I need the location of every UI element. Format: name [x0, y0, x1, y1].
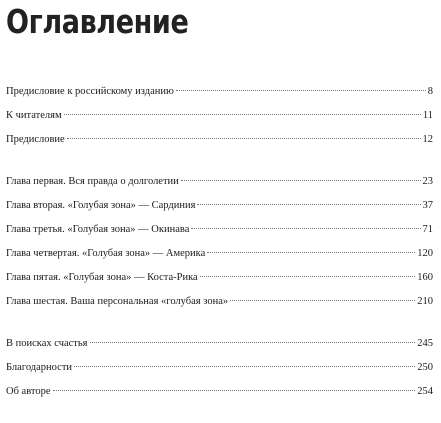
dot-leader: [64, 114, 421, 115]
toc-entry-page: 37: [422, 200, 433, 211]
toc-entry-title: Предисловие: [6, 134, 65, 145]
toc-entry[interactable]: [6, 128, 433, 152]
toc-entry-page: 12: [422, 134, 433, 145]
toc-entry-title: К читателям: [6, 110, 62, 121]
toc-entry-title: Глава четвертая. «Голубая зона» — Америка: [6, 248, 206, 259]
dot-leader: [207, 252, 415, 253]
toc-entry-page: 11: [422, 110, 433, 121]
toc-entry-page: 71: [422, 224, 433, 235]
toc-entry-title: Предисловие к российскому изданию: [6, 86, 174, 97]
toc-entry-page: 160: [417, 272, 433, 283]
toc-entry[interactable]: [6, 290, 433, 314]
toc-group-front-matter: [6, 80, 433, 152]
toc-entry[interactable]: [6, 194, 433, 218]
toc-entry-title: Глава шестая. Ваша персональная «голубая зона»: [6, 296, 229, 307]
dot-leader: [197, 204, 420, 205]
toc-entry-title: Глава вторая. «Голубая зона» — Сардиния: [6, 200, 196, 211]
toc-group-back-matter: [6, 332, 433, 404]
dot-leader: [176, 90, 426, 91]
toc-entry[interactable]: [6, 242, 433, 266]
toc-entry-page: 23: [422, 176, 433, 187]
dot-leader: [67, 138, 421, 139]
toc-entry-title: Об авторе: [6, 386, 51, 397]
toc-entry[interactable]: [6, 218, 433, 242]
toc-entry[interactable]: [6, 332, 433, 356]
toc-entry[interactable]: [6, 356, 433, 380]
toc-entry-title: В поисках счастья: [6, 338, 88, 349]
toc-entry-page: 8: [427, 86, 433, 97]
dot-leader: [90, 342, 416, 343]
toc-entry[interactable]: [6, 170, 433, 194]
toc-entry-page: 245: [417, 338, 433, 349]
toc-entry-page: 254: [417, 386, 433, 397]
toc-entry-title: Глава первая. Вся правда о долголетии: [6, 176, 179, 187]
dot-leader: [200, 276, 416, 277]
toc-entry[interactable]: [6, 80, 433, 104]
toc-entry-page: 210: [417, 296, 433, 307]
dot-leader: [230, 300, 415, 301]
toc-entry[interactable]: [6, 266, 433, 290]
toc-entry[interactable]: [6, 104, 433, 128]
dot-leader: [181, 180, 421, 181]
toc-entry[interactable]: [6, 380, 433, 404]
table-of-contents: [6, 80, 433, 404]
toc-entry-title: Глава пятая. «Голубая зона» — Коста-Рика: [6, 272, 198, 283]
toc-entry-page: 250: [417, 362, 433, 373]
toc-group-chapters: [6, 170, 433, 314]
toc-entry-page: 120: [417, 248, 433, 259]
dot-leader: [191, 228, 420, 229]
dot-leader: [53, 390, 416, 391]
page-title: Оглавление: [6, 2, 189, 41]
toc-entry-title: Благодарности: [6, 362, 73, 373]
toc-entry-title: Глава третья. «Голубая зона» — Окинава: [6, 224, 190, 235]
dot-leader: [74, 366, 415, 367]
